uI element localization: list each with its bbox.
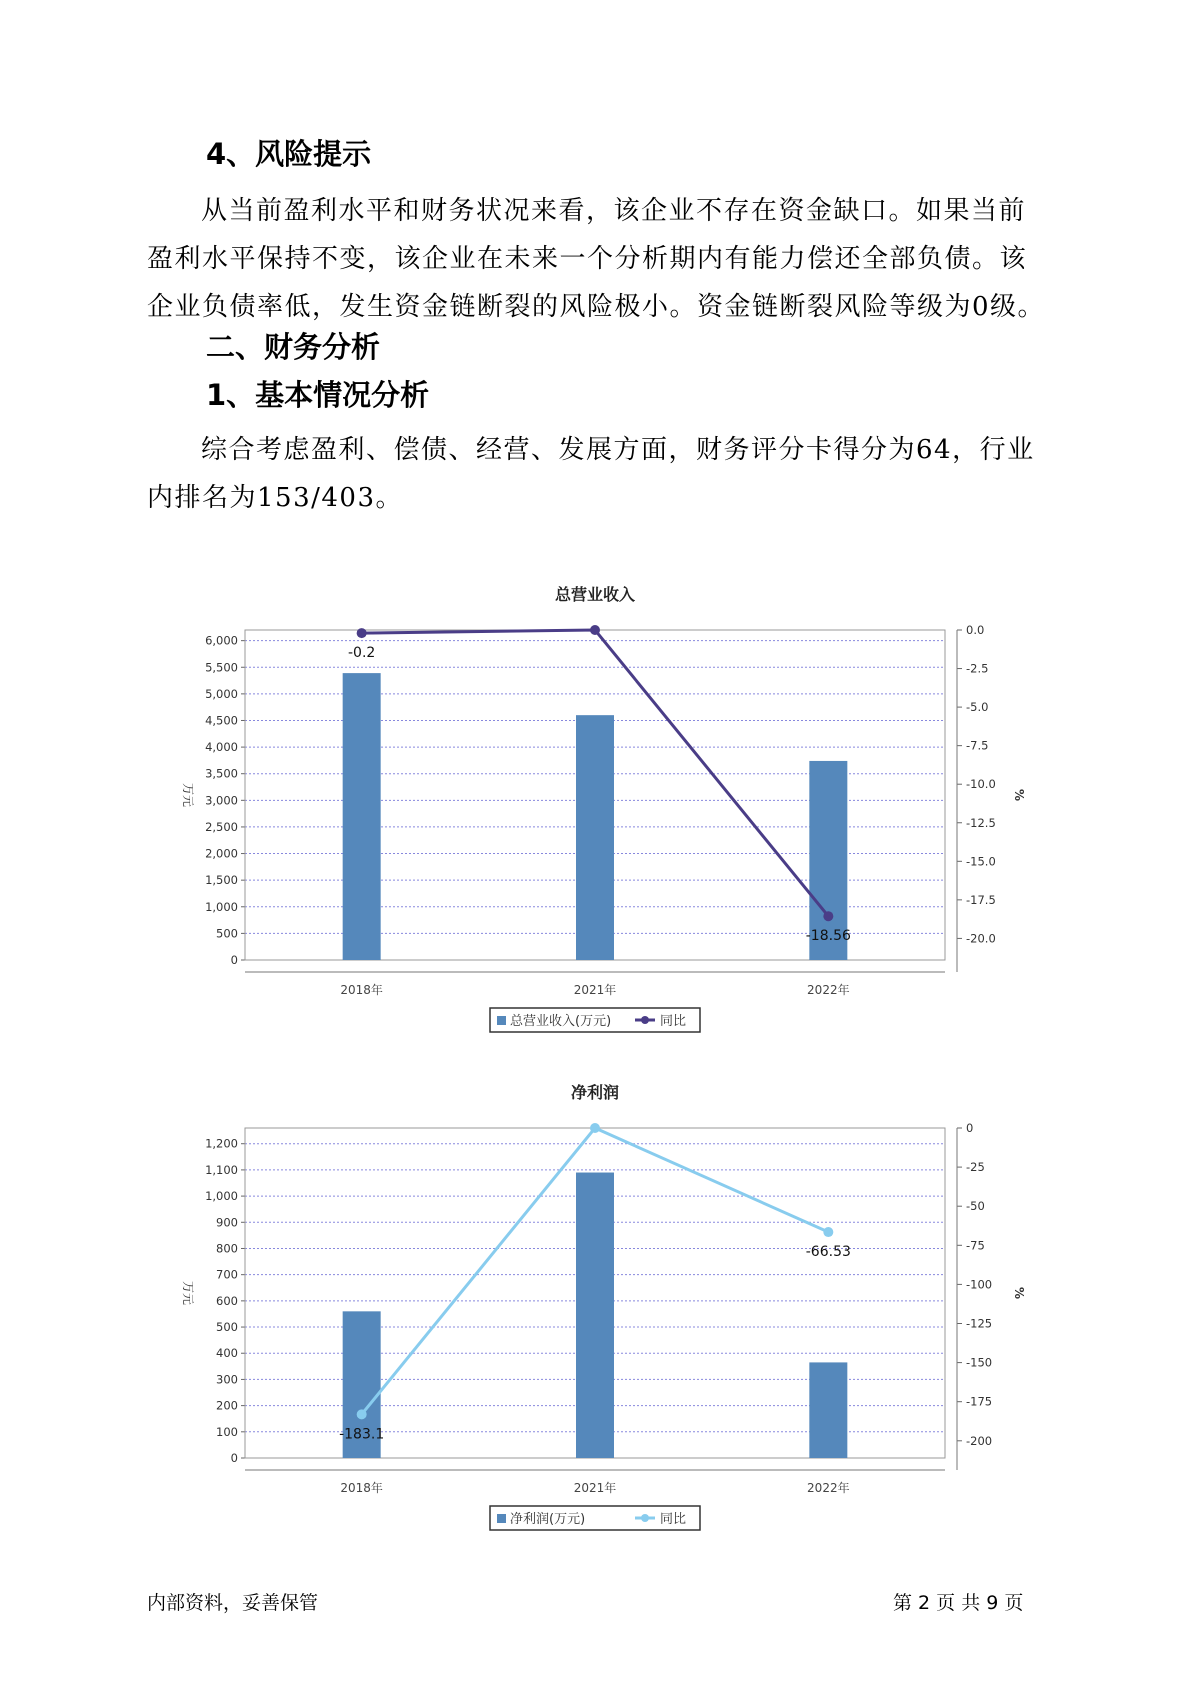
y-tick-label: 5,500	[205, 660, 238, 675]
revenue-chart	[160, 580, 1026, 1029]
revenue-chart-svg	[160, 580, 1026, 1029]
x-tick-label: 2021年	[573, 983, 617, 997]
yoy-point	[823, 911, 833, 921]
y-tick-label: 2,000	[205, 846, 238, 861]
y-tick-label: 200	[216, 1398, 238, 1413]
y-tick-label: 0	[230, 1451, 238, 1465]
y-tick-label: 500	[216, 926, 238, 941]
y2-tick-label: -12.5	[966, 815, 996, 830]
basic-heading: 1、基本情况分析	[206, 378, 430, 412]
y2-tick-label: -7.5	[966, 738, 989, 753]
y2-tick-label: -2.5	[966, 661, 989, 676]
basic-text: 综合考虑盈利、偿债、经营、发展方面，财务评分卡得分为64，行业内排名为153/403。	[147, 435, 1035, 513]
data-label: -66.53	[805, 1244, 851, 1261]
y-tick-label: 5,000	[205, 686, 238, 701]
y-tick-label: 700	[216, 1267, 238, 1282]
y2-axis-title: %	[1012, 1286, 1026, 1300]
y-tick-label: 500	[216, 1320, 238, 1335]
yoy-point	[590, 625, 600, 635]
legend-line-marker	[641, 1514, 649, 1522]
y-tick-label: 6,000	[205, 633, 238, 648]
chart-title: 净利润	[570, 1083, 620, 1102]
bar	[343, 673, 381, 960]
y-tick-label: 900	[216, 1215, 238, 1230]
y-tick-label: 1,500	[205, 873, 238, 888]
bar	[576, 715, 614, 960]
legend-line-label: 同比	[660, 1014, 687, 1029]
y2-tick-label: -20.0	[966, 931, 996, 946]
y-tick-label: 100	[216, 1424, 238, 1439]
yoy-point	[823, 1227, 833, 1237]
y2-tick-label: -125	[966, 1316, 993, 1331]
y-tick-label: 800	[216, 1241, 238, 1256]
legend-bar-label: 净利润(万元)	[510, 1512, 586, 1527]
x-tick-label: 2021年	[573, 1481, 617, 1495]
y2-tick-label: 0.0	[966, 623, 985, 637]
x-tick-label: 2022年	[807, 983, 850, 997]
y2-tick-label: -10.0	[966, 777, 996, 792]
y2-tick-label: -175	[966, 1394, 993, 1409]
page-number: 第 2 页 共 9 页	[893, 1592, 1024, 1614]
legend-bar-swatch	[497, 1016, 506, 1025]
y2-tick-label: -75	[966, 1238, 985, 1253]
y-tick-label: 4,500	[205, 713, 238, 728]
y2-tick-label: 0	[966, 1121, 974, 1135]
finance-heading: 二、财务分析	[206, 330, 381, 364]
legend-line-marker	[641, 1016, 649, 1024]
x-tick-label: 2018年	[340, 983, 383, 997]
net-profit-chart	[160, 1078, 1026, 1527]
y-tick-label: 4,000	[205, 740, 238, 755]
bar	[576, 1173, 614, 1458]
legend-bar-swatch	[497, 1514, 506, 1523]
risk-text: 从当前盈利水平和财务状况来看，该企业不存在资金缺口。如果当前盈利水平保持不变，该企业在未来一个分析期内有能力偿还全部负债。该企业负债率低，发生资金链断裂的风险极小。资金链断裂风险等级为0级。	[147, 196, 1046, 322]
y2-tick-label: -17.5	[966, 892, 996, 907]
y2-tick-label: -25	[966, 1160, 985, 1175]
y-tick-label: 1,000	[205, 899, 238, 914]
yoy-point	[357, 628, 367, 638]
x-tick-label: 2018年	[340, 1481, 383, 1495]
risk-heading: 4、风险提示	[206, 137, 372, 171]
chart-title: 总营业收入	[554, 585, 636, 604]
y2-tick-label: -100	[966, 1277, 993, 1292]
y2-tick-label: -150	[966, 1355, 993, 1370]
y-tick-label: 300	[216, 1372, 238, 1387]
data-label: -18.56	[805, 928, 851, 945]
footer-note: 内部资料，妥善保管	[147, 1592, 319, 1614]
x-tick-label: 2022年	[807, 1481, 850, 1495]
legend-line-label: 同比	[660, 1512, 687, 1527]
yoy-point	[357, 1409, 367, 1419]
y2-axis-title: %	[1012, 788, 1026, 802]
risk-paragraph	[147, 187, 1047, 331]
y-tick-label: 3,000	[205, 793, 238, 808]
y-tick-label: 3,500	[205, 766, 238, 781]
y-tick-label: 1,000	[205, 1189, 238, 1204]
y2-tick-label: -200	[966, 1433, 993, 1448]
y-axis-title: 万元	[181, 782, 195, 808]
y2-tick-label: -50	[966, 1199, 985, 1214]
bar	[809, 1362, 847, 1458]
net-profit-chart-svg	[160, 1078, 1026, 1527]
y-tick-label: 2,500	[205, 819, 238, 834]
yoy-point	[590, 1123, 600, 1133]
legend-bar-label: 总营业收入(万元)	[510, 1014, 612, 1029]
data-label: -183.1	[339, 1426, 385, 1443]
y2-tick-label: -5.0	[966, 700, 989, 715]
y2-tick-label: -15.0	[966, 854, 996, 869]
data-label: -0.2	[348, 645, 376, 662]
basic-paragraph	[147, 426, 1047, 522]
y-tick-label: 0	[230, 953, 238, 967]
y-tick-label: 400	[216, 1346, 238, 1361]
y-axis-title: 万元	[181, 1280, 195, 1306]
y-tick-label: 1,100	[205, 1162, 238, 1177]
y-tick-label: 600	[216, 1293, 238, 1308]
y-tick-label: 1,200	[205, 1136, 238, 1151]
